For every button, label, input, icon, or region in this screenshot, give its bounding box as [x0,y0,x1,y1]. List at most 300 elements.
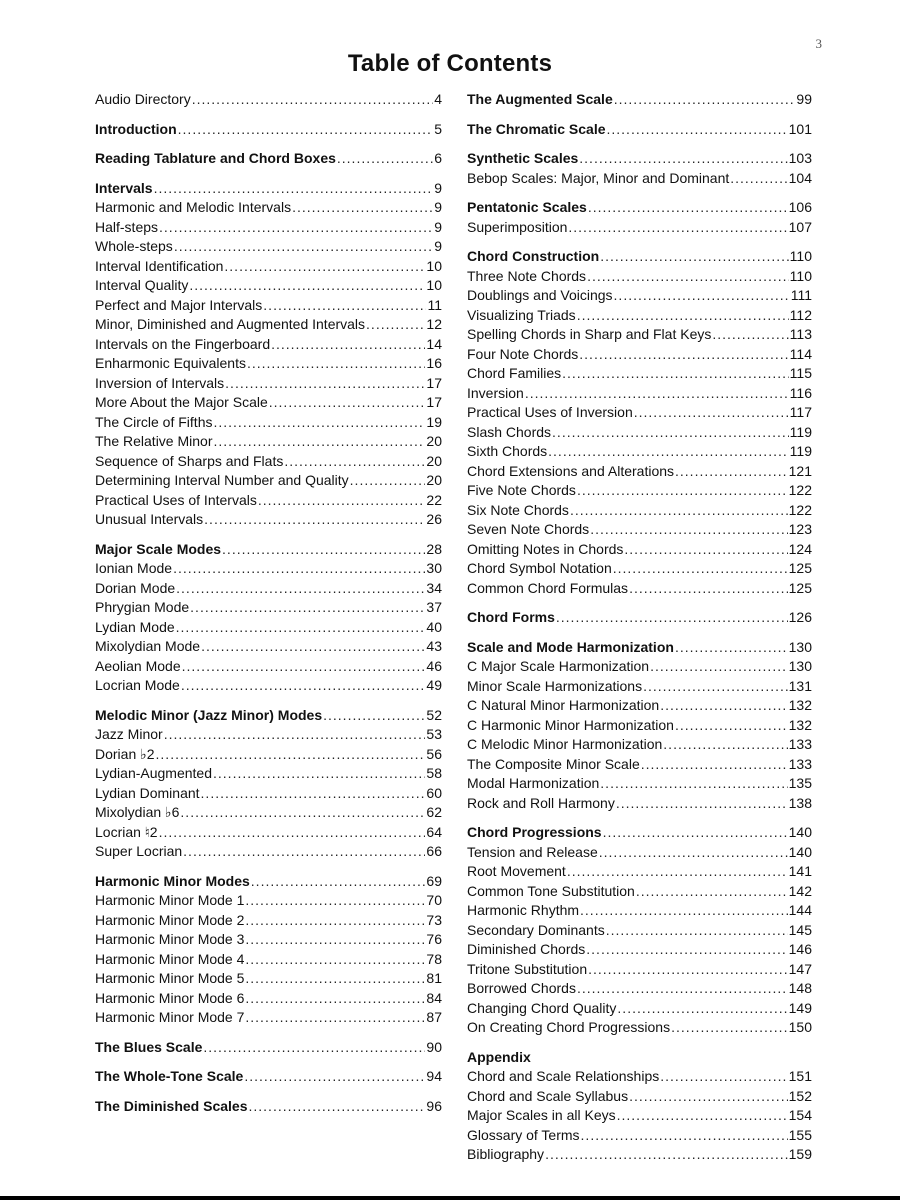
toc-entry[interactable] [467,1145,812,1165]
dot-leader [579,149,787,169]
toc-entry-page: 110 [789,267,812,284]
toc-entry-title: Pentatonic Scales [467,199,587,215]
dot-leader [629,1087,788,1107]
toc-entry[interactable] [467,481,812,501]
toc-entry-title: C Natural Minor Harmonization [467,697,660,713]
toc-entry-title: Harmonic Minor Mode 4 [95,950,245,967]
toc-entry-page: 43 [426,638,442,654]
toc-entry-title: Synthetic Scales [467,150,579,166]
dot-leader [634,403,789,423]
toc-entry-title: Reading Tablature and Chord Boxes [95,150,336,166]
toc-entry[interactable] [467,862,812,882]
toc-entry-title: Chord Families [467,365,562,381]
toc-entry-title: Changing Chord Quality [467,999,617,1016]
dot-leader [213,764,425,784]
toc-entry-title: Four Note Chords [467,345,579,362]
toc-entry[interactable] [467,579,812,599]
dot-leader [180,803,425,823]
toc-entry-page: 140 [788,843,812,860]
toc-entry-page: 49 [426,677,442,693]
bottom-rule [0,1196,900,1200]
toc-entry-page: 132 [788,716,812,733]
toc-entry[interactable] [95,657,442,677]
dot-leader [581,1126,788,1146]
dot-leader [263,296,426,316]
page-title: Table of Contents [347,50,553,77]
toc-entry-page: 46 [426,657,442,674]
toc-entry[interactable] [95,559,442,579]
toc-entry[interactable] [467,1126,812,1146]
toc-section-heading[interactable] [467,198,812,218]
toc-entry[interactable] [95,911,442,931]
toc-entry-title: Slash Chords [467,423,552,440]
dot-leader [245,969,425,989]
toc-entry[interactable] [95,891,442,911]
toc-entry[interactable] [95,618,442,638]
toc-entry-title: Dorian Mode [95,579,176,596]
toc-entry-page: 52 [426,706,442,723]
toc-entry-page: 125 [788,579,812,596]
toc-entry-title: Jazz Minor [95,726,163,742]
toc-entry-page: 62 [426,804,442,820]
toc-entry[interactable] [467,325,812,345]
toc-entry-title: The Augmented Scale [467,91,613,107]
toc-entry-page: 34 [426,579,442,596]
toc-entry-page: 99 [796,91,812,107]
toc-entry-title: Harmonic Minor Mode 6 [95,989,245,1006]
dot-leader [641,755,788,775]
toc-entry-title: Chord and Scale Syllabus [467,1087,629,1104]
toc-entry-title: Glossary of Terms [467,1126,580,1143]
toc-entry-title: Locrian Mode [95,677,180,693]
toc-entry-title: Mixolydian Mode [95,638,201,654]
toc-entry-title: Chord Extensions and Alterations [467,462,675,479]
toc-entry-page: 104 [788,169,812,186]
toc-section-heading[interactable] [467,90,812,110]
toc-entry-title: Three Note Chords [467,267,587,284]
toc-entry-title: The Chromatic Scale [467,120,606,137]
toc-entry[interactable] [95,354,442,374]
dot-leader [154,179,434,199]
toc-entry[interactable] [95,950,442,970]
toc-entry-title: Secondary Dominants [467,921,605,938]
toc-entry[interactable] [467,267,812,287]
toc-entry-title: C Harmonic Minor Harmonization [467,716,674,733]
toc-entry-title: Tritone Substitution [467,960,588,977]
toc-entry-page: 56 [426,745,442,762]
toc-entry-title: Harmonic Rhythm [467,902,580,918]
dot-leader [201,784,426,804]
toc-entry-title: Visualizing Triads [467,306,576,323]
toc-entry-page: 20 [426,472,442,488]
dot-leader [214,432,426,452]
dot-leader [192,90,434,110]
toc-entry[interactable] [95,413,442,433]
toc-section-heading[interactable] [467,247,812,267]
toc-entry[interactable] [95,237,442,257]
toc-entry-title: Root Movement [467,863,566,879]
toc-entry-page: 26 [426,511,442,527]
toc-entry-page: 117 [789,404,812,420]
toc-entry[interactable] [95,90,442,110]
toc-section-heading[interactable] [467,1048,812,1068]
toc-entry-page: 148 [788,980,812,996]
dot-leader [671,1018,788,1038]
toc-entry[interactable] [467,384,812,404]
toc-entry[interactable] [95,745,442,765]
dot-leader [614,286,790,306]
toc-entry-page: 142 [788,882,812,899]
dot-leader [675,462,788,482]
toc-entry-title: Intervals [95,179,153,196]
toc-entry[interactable] [467,286,812,306]
dot-leader [588,960,788,980]
toc-entry-page: 11 [427,296,442,313]
toc-entry-page: 37 [426,599,442,615]
toc-right-column [467,90,812,1165]
dot-leader [568,218,787,238]
toc-entry[interactable] [95,969,442,989]
toc-entry[interactable] [467,677,812,697]
dot-leader [176,579,425,599]
toc-entry[interactable] [95,598,442,618]
toc-entry-title: Sequence of Sharps and Flats [95,452,284,469]
toc-entry[interactable] [95,315,442,335]
dot-leader [224,257,425,277]
toc-entry[interactable] [467,979,812,999]
toc-section-heading[interactable] [95,540,442,560]
dot-leader [587,267,789,287]
toc-entry[interactable] [467,442,812,462]
toc-section-heading[interactable] [95,1038,442,1058]
toc-entry[interactable] [95,784,442,804]
toc-entry-title: Rock and Roll Harmony [467,794,615,811]
toc-entry[interactable] [467,735,812,755]
toc-entry-title: Common Tone Substitution [467,882,635,899]
dot-leader [292,198,433,218]
dot-leader [156,745,426,765]
toc-entry-title: Harmonic and Melodic Intervals [95,199,292,215]
toc-section-heading[interactable] [95,1067,442,1087]
toc-entry-page: 73 [426,911,442,928]
toc-entry[interactable] [467,774,812,794]
toc-entry[interactable] [95,393,442,413]
toc-entry[interactable] [467,999,812,1019]
toc-section-heading[interactable] [95,1097,442,1117]
dot-leader [181,676,426,696]
toc-entry-page: 138 [788,794,812,811]
toc-entry-title: Lydian Dominant [95,784,200,801]
dot-leader [337,149,433,169]
toc-entry[interactable] [467,921,812,941]
dot-leader [675,716,788,736]
dot-leader [600,247,788,267]
toc-entry[interactable] [95,842,442,862]
toc-entry-page: 145 [788,921,812,938]
toc-entry-title: Melodic Minor (Jazz Minor) Modes [95,706,323,723]
dot-leader [225,374,425,394]
toc-entry-page: 124 [788,540,812,557]
dot-leader [201,637,425,657]
toc-entry[interactable] [467,1087,812,1107]
toc-entry[interactable] [467,462,812,482]
dot-leader [730,169,787,189]
toc-entry-title: Mixolydian ♭6 [95,804,180,820]
toc-entry-title: Practical Uses of Intervals [95,491,257,508]
toc-entry-title: Harmonic Minor Modes [95,872,250,889]
dot-leader [579,345,788,365]
toc-entry-page: 40 [426,618,442,635]
dot-leader [660,696,787,716]
toc-entry-page: 140 [788,824,812,840]
dot-leader [624,540,787,560]
toc-entry[interactable] [467,345,812,365]
dot-leader [577,979,788,999]
toc-entry[interactable] [467,716,812,736]
toc-entry-title: C Melodic Minor Harmonization [467,736,663,752]
toc-entry[interactable] [95,803,442,823]
toc-section-heading[interactable] [95,120,442,140]
toc-entry-page: 159 [788,1146,812,1162]
toc-entry-title: Spelling Chords in Sharp and Flat Keys [467,326,712,342]
toc-entry[interactable] [95,725,442,745]
toc-entry-page: 132 [788,697,812,713]
toc-entry-page: 76 [426,931,442,947]
toc-entry[interactable] [467,901,812,921]
toc-section-heading[interactable] [95,706,442,726]
toc-entry-page: 6 [434,150,442,166]
dot-leader [178,120,434,140]
toc-entry[interactable] [95,335,442,355]
toc-entry[interactable] [95,276,442,296]
toc-entry[interactable] [95,579,442,599]
toc-entry[interactable] [467,540,812,560]
toc-entry-page: 116 [789,384,812,401]
toc-entry-page: 12 [426,316,442,332]
dot-leader [562,364,789,384]
toc-entry-title: Harmonic Minor Mode 5 [95,970,245,986]
dot-leader [613,559,788,579]
toc-entry-page: 152 [788,1087,812,1104]
toc-entry-title: Superimposition [467,218,568,235]
toc-entry-page: 155 [788,1126,812,1143]
toc-entry-page: 122 [788,482,812,498]
toc-entry[interactable] [95,296,442,316]
toc-entry[interactable] [467,364,812,384]
toc-entry-title: Scale and Mode Harmonization [467,638,674,655]
toc-entry[interactable] [467,218,812,238]
dot-leader [617,1106,788,1126]
toc-entry-title: Harmonic Minor Mode 3 [95,931,245,947]
toc-entry[interactable] [467,794,812,814]
toc-entry-title: Ionian Mode [95,560,173,576]
toc-entry[interactable] [95,432,442,452]
toc-section-heading[interactable] [95,149,442,169]
toc-entry-title: Interval Identification [95,257,224,274]
toc-entry[interactable] [467,423,812,443]
toc-entry-title: Phrygian Mode [95,599,190,615]
dot-leader [159,218,433,238]
dot-leader [213,413,425,433]
toc-entry[interactable] [95,491,442,511]
toc-entry-title: Chord Forms [467,609,555,625]
toc-entry-page: 19 [426,413,442,430]
toc-entry-page: 125 [788,560,812,576]
toc-section-heading[interactable] [467,608,812,628]
toc-entry-page: 101 [788,120,812,137]
toc-entry-page: 149 [788,999,812,1016]
toc-entry-title: Lydian Mode [95,618,175,635]
toc-entry[interactable] [467,882,812,902]
dot-leader [245,891,425,911]
dot-leader [525,384,789,404]
toc-entry-page: 111 [790,287,812,303]
toc-entry-page: 112 [789,306,812,323]
dot-leader [159,823,426,843]
dot-leader [258,491,426,511]
toc-entry-page: 130 [788,658,812,674]
toc-entry[interactable] [95,198,442,218]
dot-leader [614,90,796,110]
toc-entry[interactable] [467,755,812,775]
toc-entry-page: 16 [426,355,442,371]
dot-leader [617,999,787,1019]
toc-entry-page: 154 [788,1107,812,1123]
dot-leader [556,608,788,628]
toc-entry-title: Minor Scale Harmonizations [467,677,643,694]
toc-entry-title: Perfect and Major Intervals [95,296,263,313]
toc-left-column [95,90,442,1116]
dot-leader [600,774,787,794]
toc-entry[interactable] [95,1008,442,1028]
toc-entry[interactable] [467,843,812,863]
dot-leader [189,276,425,296]
toc-entry[interactable] [467,1106,812,1126]
toc-entry-title: Aeolian Mode [95,657,181,674]
toc-entry-page: 64 [426,823,442,840]
toc-entry[interactable] [95,930,442,950]
toc-entry-page: 70 [426,892,442,908]
toc-entry[interactable] [467,403,812,423]
toc-entry-title: Unusual Intervals [95,511,204,527]
toc-entry[interactable] [95,374,442,394]
toc-entry-page: 4 [434,91,442,107]
toc-section-heading[interactable] [467,149,812,169]
toc-entry[interactable] [467,306,812,326]
toc-entry[interactable] [467,940,812,960]
dot-leader [323,706,425,726]
toc-entry-title: Seven Note Chords [467,521,590,537]
toc-entry-title: More About the Major Scale [95,394,268,410]
dot-leader [675,638,788,658]
toc-entry-title: Diminished Chords [467,941,586,957]
toc-entry-page: 9 [434,179,442,196]
toc-entry-page: 119 [789,443,812,459]
toc-entry[interactable] [467,696,812,716]
toc-entry[interactable] [95,989,442,1009]
dot-leader [580,901,788,921]
dot-leader [366,315,425,335]
dot-leader [643,677,788,697]
dot-leader [269,393,426,413]
dot-leader [607,120,788,140]
toc-entry-title: Chord Progressions [467,824,602,840]
toc-entry-title: Sixth Chords [467,443,548,459]
toc-entry-page: 122 [788,501,812,518]
toc-entry-page: 110 [789,248,812,264]
dot-leader [245,930,425,950]
toc-section-heading[interactable] [95,872,442,892]
dot-leader [590,520,787,540]
toc-entry[interactable] [467,657,812,677]
toc-entry[interactable] [467,520,812,540]
toc-entry[interactable] [95,510,442,530]
toc-entry[interactable] [95,637,442,657]
dot-leader [182,657,426,677]
toc-entry[interactable] [467,501,812,521]
toc-entry-page: 150 [788,1019,812,1035]
toc-entry[interactable] [95,764,442,784]
toc-entry[interactable] [95,471,442,491]
toc-entry-title: Inversion of Intervals [95,374,225,391]
toc-entry[interactable] [95,218,442,238]
dot-leader [245,911,425,931]
toc-entry-page: 144 [788,902,812,918]
dot-leader [629,579,788,599]
toc-entry-page: 96 [426,1097,442,1114]
toc-entry[interactable] [95,257,442,277]
toc-entry-title: Intervals on the Fingerboard [95,335,271,352]
dot-leader [606,921,788,941]
toc-entry-title: Lydian-Augmented [95,765,213,781]
toc-section-heading[interactable] [467,120,812,140]
toc-entry[interactable] [467,1067,812,1087]
dot-leader [552,423,789,443]
toc-entry[interactable] [95,452,442,472]
toc-entry-page: 28 [426,540,442,557]
toc-entry[interactable] [467,1018,812,1038]
dot-leader [203,1038,425,1058]
toc-entry-title: The Relative Minor [95,433,213,449]
dot-leader [222,540,425,560]
toc-entry-title: Practical Uses of Inversion [467,404,633,420]
toc-entry-page: 14 [426,335,442,352]
toc-entry[interactable] [467,169,812,189]
toc-entry[interactable] [95,823,442,843]
toc-entry[interactable] [467,559,812,579]
toc-entry-page: 66 [426,843,442,859]
toc-entry-title: Chord Construction [467,248,600,264]
toc-entry-title: Tension and Release [467,843,598,860]
toc-entry-title: On Creating Chord Progressions [467,1019,671,1035]
toc-section-heading[interactable] [95,179,442,199]
toc-entry[interactable] [467,960,812,980]
toc-entry-title: Interval Quality [95,277,189,293]
toc-entry-title: The Composite Minor Scale [467,755,640,772]
dot-leader [247,354,425,374]
toc-section-heading[interactable] [467,638,812,658]
toc-entry-title: Harmonic Minor Mode 1 [95,892,245,908]
toc-entry[interactable] [95,676,442,696]
dot-leader [164,725,426,745]
toc-entry-title: Chord and Scale Relationships [467,1068,660,1084]
toc-entry-page: 20 [426,452,442,469]
dot-leader [545,1145,788,1165]
toc-entry-title: Borrowed Chords [467,980,576,996]
toc-section-heading[interactable] [467,823,812,843]
toc-entry-title: The Whole-Tone Scale [95,1068,244,1084]
toc-entry-title: The Circle of Fifths [95,413,213,430]
